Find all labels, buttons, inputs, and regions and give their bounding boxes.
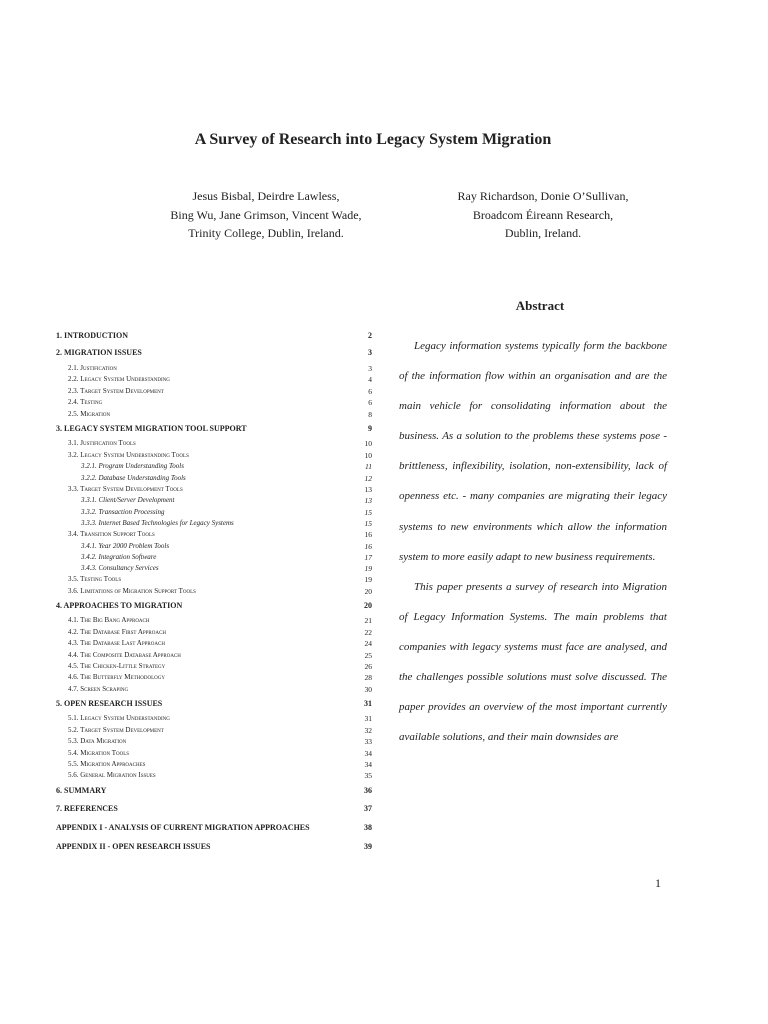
toc-subsection: [56, 530, 372, 542]
toc-label: 3.2. Legacy System Understanding Tools: [68, 451, 189, 459]
toc-subsection: [56, 375, 372, 387]
toc-label: 3.4.2. Integration Software: [81, 553, 157, 561]
toc-label: 5.2. Target System Development: [68, 726, 164, 734]
toc-page: 13: [364, 496, 372, 505]
toc-label: APPENDIX I - ANALYSIS OF CURRENT MIGRATION APPROACHES: [56, 823, 310, 832]
toc-section: [56, 331, 372, 343]
toc-label: 4.7. Screen Scraping: [68, 685, 129, 693]
toc-page: 13: [364, 485, 372, 494]
toc-label: 3.4. Transition Support Tools: [68, 530, 155, 538]
abstract-body: [399, 331, 667, 752]
toc-label: APPENDIX II - OPEN RESEARCH ISSUES: [56, 842, 211, 851]
toc-subsection: [56, 639, 372, 651]
authors-left: [158, 187, 374, 243]
toc-page: 35: [364, 771, 372, 780]
toc-label: 3.1. Justification Tools: [68, 439, 136, 447]
toc-subsection: [56, 673, 372, 685]
toc-label: 3.6. Limitations of Migration Support Tools: [68, 587, 196, 595]
abstract-paragraph: Legacy information systems typically form the backbone of the information flow within an organisation and are the main vehicle for consolidating information about the business. As a solution to the problems these systems pose - brittleness, inflexibility, isolation, non-extensibility, lack of openness etc. - many companies are migrating their legacy systems to new environments which allow the information system to more easily adapt to new business requirements.: [399, 340, 667, 563]
toc-page: 39: [364, 842, 372, 851]
toc-label: 4.2. The Database First Approach: [68, 628, 166, 636]
toc-subsection: [56, 771, 372, 783]
toc-page: 15: [364, 508, 372, 517]
toc-subsection: [56, 398, 372, 410]
toc-subsection: [56, 685, 372, 697]
toc-page: 36: [364, 786, 372, 795]
toc-page: 26: [364, 662, 372, 671]
toc-label: 3.3.3. Internet Based Technologies for Legacy Systems: [81, 519, 234, 527]
toc-label: 5.4. Migration Tools: [68, 749, 130, 757]
toc-label: 3.3. Target System Development Tools: [68, 485, 183, 493]
toc-page: 3: [368, 348, 372, 357]
toc-page: 17: [364, 553, 372, 562]
toc-subsection: [56, 714, 372, 726]
toc-page: 22: [364, 628, 372, 637]
toc-page: 19: [364, 575, 372, 584]
toc-subsubsection: [56, 462, 372, 474]
toc-label: 5.3. Data Migration: [68, 737, 127, 745]
toc-page: 24: [364, 639, 372, 648]
toc-label: 2.4. Testing: [68, 398, 103, 406]
toc-page: 2: [368, 331, 372, 340]
abstract-paragraph: This paper presents a survey of research into Migration of Legacy Information Systems. The main problems that companies with legacy systems must face are analysed, and the challenges possible solutions must solve discussed. The paper provides an overview of the most important currently available solutions, and their main downsides are: [399, 580, 667, 744]
toc-page: 34: [364, 760, 372, 769]
toc-section: [56, 842, 372, 854]
toc-label: 3.2.1. Program Understanding Tools: [81, 462, 184, 470]
toc-page: 32: [364, 726, 372, 735]
toc-label: 1. INTRODUCTION: [56, 331, 129, 340]
toc-page: 37: [364, 804, 372, 813]
toc-page: 3: [368, 364, 372, 373]
toc-page: 11: [365, 462, 372, 471]
toc-subsubsection: [56, 496, 372, 508]
toc-page: 34: [364, 749, 372, 758]
toc-page: 10: [364, 439, 372, 448]
toc-subsection: [56, 616, 372, 628]
toc-subsection: [56, 737, 372, 749]
abstract-heading: Abstract: [515, 298, 565, 313]
toc-label: 2.3. Target System Development: [68, 387, 164, 395]
toc-page: 28: [364, 673, 372, 682]
toc-label: 3.5. Testing Tools: [68, 575, 122, 583]
toc-label: 2.5. Migration: [68, 410, 111, 418]
toc-subsection: [56, 575, 372, 587]
toc-label: 5. OPEN RESEARCH ISSUES: [56, 699, 163, 708]
toc-subsection: [56, 410, 372, 422]
paper-title: A Survey of Research into Legacy System Migration: [194, 131, 552, 148]
toc-label: 4.3. The Database Last Approach: [68, 639, 165, 647]
toc-page: 31: [364, 699, 372, 708]
toc-label: 2.1. Justification: [68, 364, 117, 372]
toc-section: [56, 424, 372, 436]
toc-label: 4.6. The Butterfly Methodology: [68, 673, 165, 681]
toc-section: [56, 804, 372, 816]
toc-label: 4. APPROACHES TO MIGRATION: [56, 601, 183, 610]
toc-label: 3.3.2. Transaction Processing: [81, 508, 165, 516]
toc-label: 2.2. Legacy System Understanding: [68, 375, 170, 383]
toc-page: 38: [364, 823, 372, 832]
toc-section: [56, 601, 372, 613]
toc-page: 16: [364, 530, 372, 539]
toc-label: 3.3.1. Client/Server Development: [81, 496, 175, 504]
toc-section: [56, 348, 372, 360]
toc-label: 4.4. The Composite Database Approach: [68, 651, 181, 659]
author-line: Jesus Bisbal, Deirdre Lawless,: [192, 189, 340, 203]
toc-page: 6: [368, 398, 372, 407]
toc-subsection: [56, 587, 372, 599]
author-line: Broadcom Éireann Research,: [472, 207, 614, 222]
toc-label: 7. REFERENCES: [56, 804, 118, 813]
toc-section: [56, 823, 372, 835]
toc-page: 12: [364, 474, 372, 483]
toc-page: 21: [364, 616, 372, 625]
toc-page: 20: [364, 601, 372, 610]
toc-section: [56, 786, 372, 798]
toc-label: 6. SUMMARY: [56, 786, 107, 795]
toc-page: 25: [364, 651, 372, 660]
toc-subsection: [56, 439, 372, 451]
toc-label: 4.1. The Big Bang Approach: [68, 616, 150, 624]
toc-section: [56, 699, 372, 711]
toc-page: 6: [368, 387, 372, 396]
toc-label: 4.5. The Chicken-Little Strategy: [68, 662, 166, 670]
toc-page: 15: [364, 519, 372, 528]
toc-page: 4: [368, 375, 372, 384]
toc-label: 5.1. Legacy System Understanding: [68, 714, 170, 722]
toc-label: 3.4.1. Year 2000 Problem Tools: [81, 542, 170, 550]
toc-page: 30: [364, 685, 372, 694]
toc-page: 33: [364, 737, 372, 746]
page-number: 1: [655, 876, 661, 890]
toc-label: 3.2.2. Database Understanding Tools: [81, 474, 186, 482]
toc-page: 31: [364, 714, 372, 723]
authors-right: [408, 187, 678, 243]
author-line: Trinity College, Dublin, Ireland.: [188, 226, 344, 240]
toc-page: 9: [368, 424, 372, 433]
toc-label: 3. LEGACY SYSTEM MIGRATION TOOL SUPPORT: [56, 424, 247, 433]
toc-label: 2. MIGRATION ISSUES: [56, 348, 142, 357]
toc-page: 20: [364, 587, 372, 596]
toc-page: 8: [368, 410, 372, 419]
toc-page: 16: [364, 542, 372, 551]
author-line: Dublin, Ireland.: [504, 226, 582, 240]
toc-page: 19: [364, 564, 372, 573]
toc-label: 3.4.3. Consultancy Services: [81, 564, 159, 572]
author-line: Bing Wu, Jane Grimson, Vincent Wade,: [170, 207, 362, 222]
toc-label: 5.5. Migration Approaches: [68, 760, 146, 768]
toc-label: 5.6. General Migration Issues: [68, 771, 156, 779]
toc-page: 10: [364, 451, 372, 460]
author-line: Ray Richardson, Donie O’Sullivan,: [457, 189, 629, 203]
